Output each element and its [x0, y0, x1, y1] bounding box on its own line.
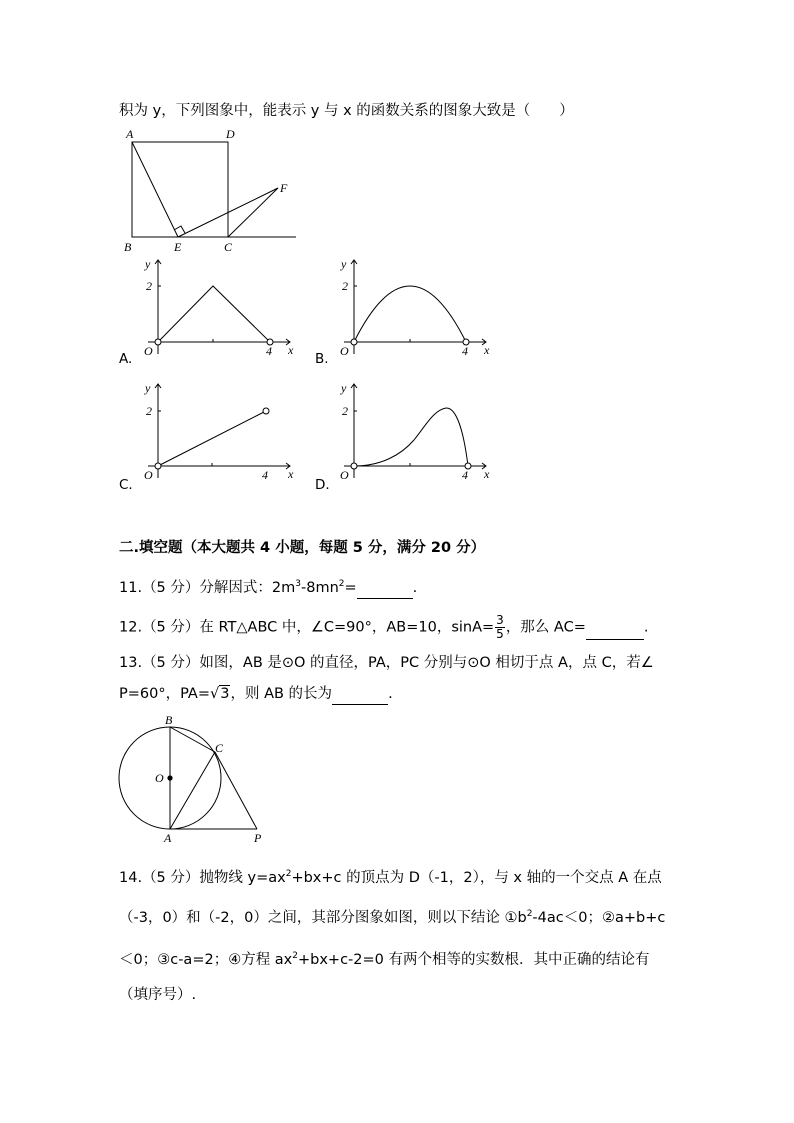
q11-number: 11. [119, 580, 143, 596]
q14-line2 [119, 908, 665, 928]
axis-y: y [341, 257, 347, 271]
label-E: E [174, 240, 182, 254]
q10-stem-text: 积为 y，下列图象中，能表示 y 与 x 的函数关系的图象大致是（ ） [119, 103, 574, 119]
label-D: D [226, 127, 235, 141]
axis-x: x [288, 467, 294, 481]
axis-y: y [341, 381, 347, 395]
q13-line2-a: P=60°，PA= [119, 686, 210, 702]
q12-frac-numerator: 3 [496, 613, 504, 627]
xtick-4: 4 [262, 468, 268, 482]
label-A: A [164, 831, 172, 845]
q12-frac-denominator: 5 [496, 627, 504, 641]
option-c-graph [140, 380, 320, 490]
label-B: B [124, 240, 132, 254]
axis-x: x [484, 467, 490, 481]
axis-x: x [288, 343, 294, 357]
q13-line2-b: ，则 AB 的长为 [230, 686, 333, 702]
ytick-2: 2 [146, 404, 152, 418]
q14-number: 14. [119, 870, 143, 886]
option-c-label[interactable]: C. [119, 477, 133, 493]
q13-line2 [119, 684, 393, 705]
axis-y: y [145, 257, 151, 271]
q14-line1-b: +bx+c 的顶点为 D（-1，2），与 x 轴的一个交点 A 在点 [291, 870, 662, 886]
axis-y: y [145, 381, 151, 395]
option-b-label[interactable]: B. [315, 351, 329, 367]
label-P: P [254, 831, 262, 845]
label-C: C [224, 240, 233, 254]
q12-answer-blank[interactable] [586, 617, 644, 640]
option-a-graph [140, 256, 320, 366]
q13-line1 [119, 653, 654, 673]
q11-sup1: 3 [295, 579, 301, 589]
ytick-2: 2 [342, 404, 348, 418]
option-b-graph [336, 256, 516, 366]
q14-line1-a: 抛物线 y=ax [199, 870, 286, 886]
q14-line1 [119, 868, 662, 888]
q12-text-b: ，那么 AC= [505, 619, 586, 636]
q14-line3-b: +bx+c-2=0 有两个相等的实数根．其中正确的结论有 [298, 952, 650, 968]
option-d-graph [336, 380, 516, 490]
label-F: F [280, 181, 288, 195]
label-C: C [215, 741, 224, 755]
q12-number: 12. [119, 619, 143, 636]
q14-line3-a: ＜0；③c-a=2；④方程 ax [119, 952, 293, 968]
q13-answer-blank[interactable] [332, 684, 388, 705]
xtick-4: 4 [266, 344, 272, 358]
option-a-label[interactable]: A. [119, 351, 133, 367]
q12-text-a: 在 RT△ABC 中，∠C=90°，AB=10，sinA= [199, 619, 495, 636]
axis-origin: O [144, 468, 153, 482]
q13-sqrt-sign: √ [209, 686, 220, 702]
q13-score: （5 分） [142, 655, 200, 671]
q11-answer-blank[interactable] [357, 578, 413, 599]
axis-origin: O [340, 344, 349, 358]
axis-origin: O [144, 344, 153, 358]
q11 [119, 578, 417, 599]
q14-line1-sup: 2 [285, 869, 292, 879]
xtick-4: 4 [462, 344, 468, 358]
q14-line2-a: （-3，0）和（-2，0）之间，其部分图象如图，则以下结论 ①b [119, 910, 527, 926]
q13-circle-figure [110, 712, 280, 852]
q11-text-a: 分解因式：2m [199, 580, 296, 596]
axis-x: x [484, 343, 490, 357]
q11-sup2: 2 [338, 579, 345, 589]
q10-square-figure [118, 124, 418, 254]
q14-score: （5 分） [142, 870, 200, 886]
q14-line3 [119, 950, 650, 970]
q14-line3-sup: 2 [292, 951, 298, 961]
q12-end: . [643, 619, 649, 636]
label-O: O [155, 771, 164, 785]
q14-line2-b: -4ac＜0；②a+b+c [532, 910, 666, 926]
q11-score: （5 分） [142, 580, 200, 596]
q13-end: . [388, 686, 393, 702]
q14-line2-sup: 2 [526, 909, 533, 919]
q13-sqrt-value: 3 [220, 686, 230, 702]
q13-number: 13. [119, 655, 143, 671]
q14-line4: （填序号）. [119, 987, 197, 1003]
q11-end: . [412, 580, 418, 596]
axis-origin: O [340, 468, 349, 482]
q13-line1-text: 如图，AB 是⊙O 的直径，PA，PC 分别与⊙O 相切于点 A，点 C，若∠ [199, 655, 654, 671]
q11-text-c: = [344, 580, 357, 596]
label-B: B [165, 713, 173, 727]
q12-fraction [495, 614, 505, 641]
q11-text-b: -8mn [301, 580, 339, 596]
q12-score: （5 分） [142, 619, 200, 636]
ytick-2: 2 [146, 279, 152, 293]
ytick-2: 2 [342, 279, 348, 293]
label-A: A [126, 127, 134, 141]
xtick-4: 4 [462, 468, 468, 482]
q12 [119, 614, 648, 641]
option-d-label[interactable]: D. [315, 477, 330, 493]
section2-heading: 二.填空题（本大题共 4 小题，每题 5 分，满分 20 分） [119, 540, 486, 556]
